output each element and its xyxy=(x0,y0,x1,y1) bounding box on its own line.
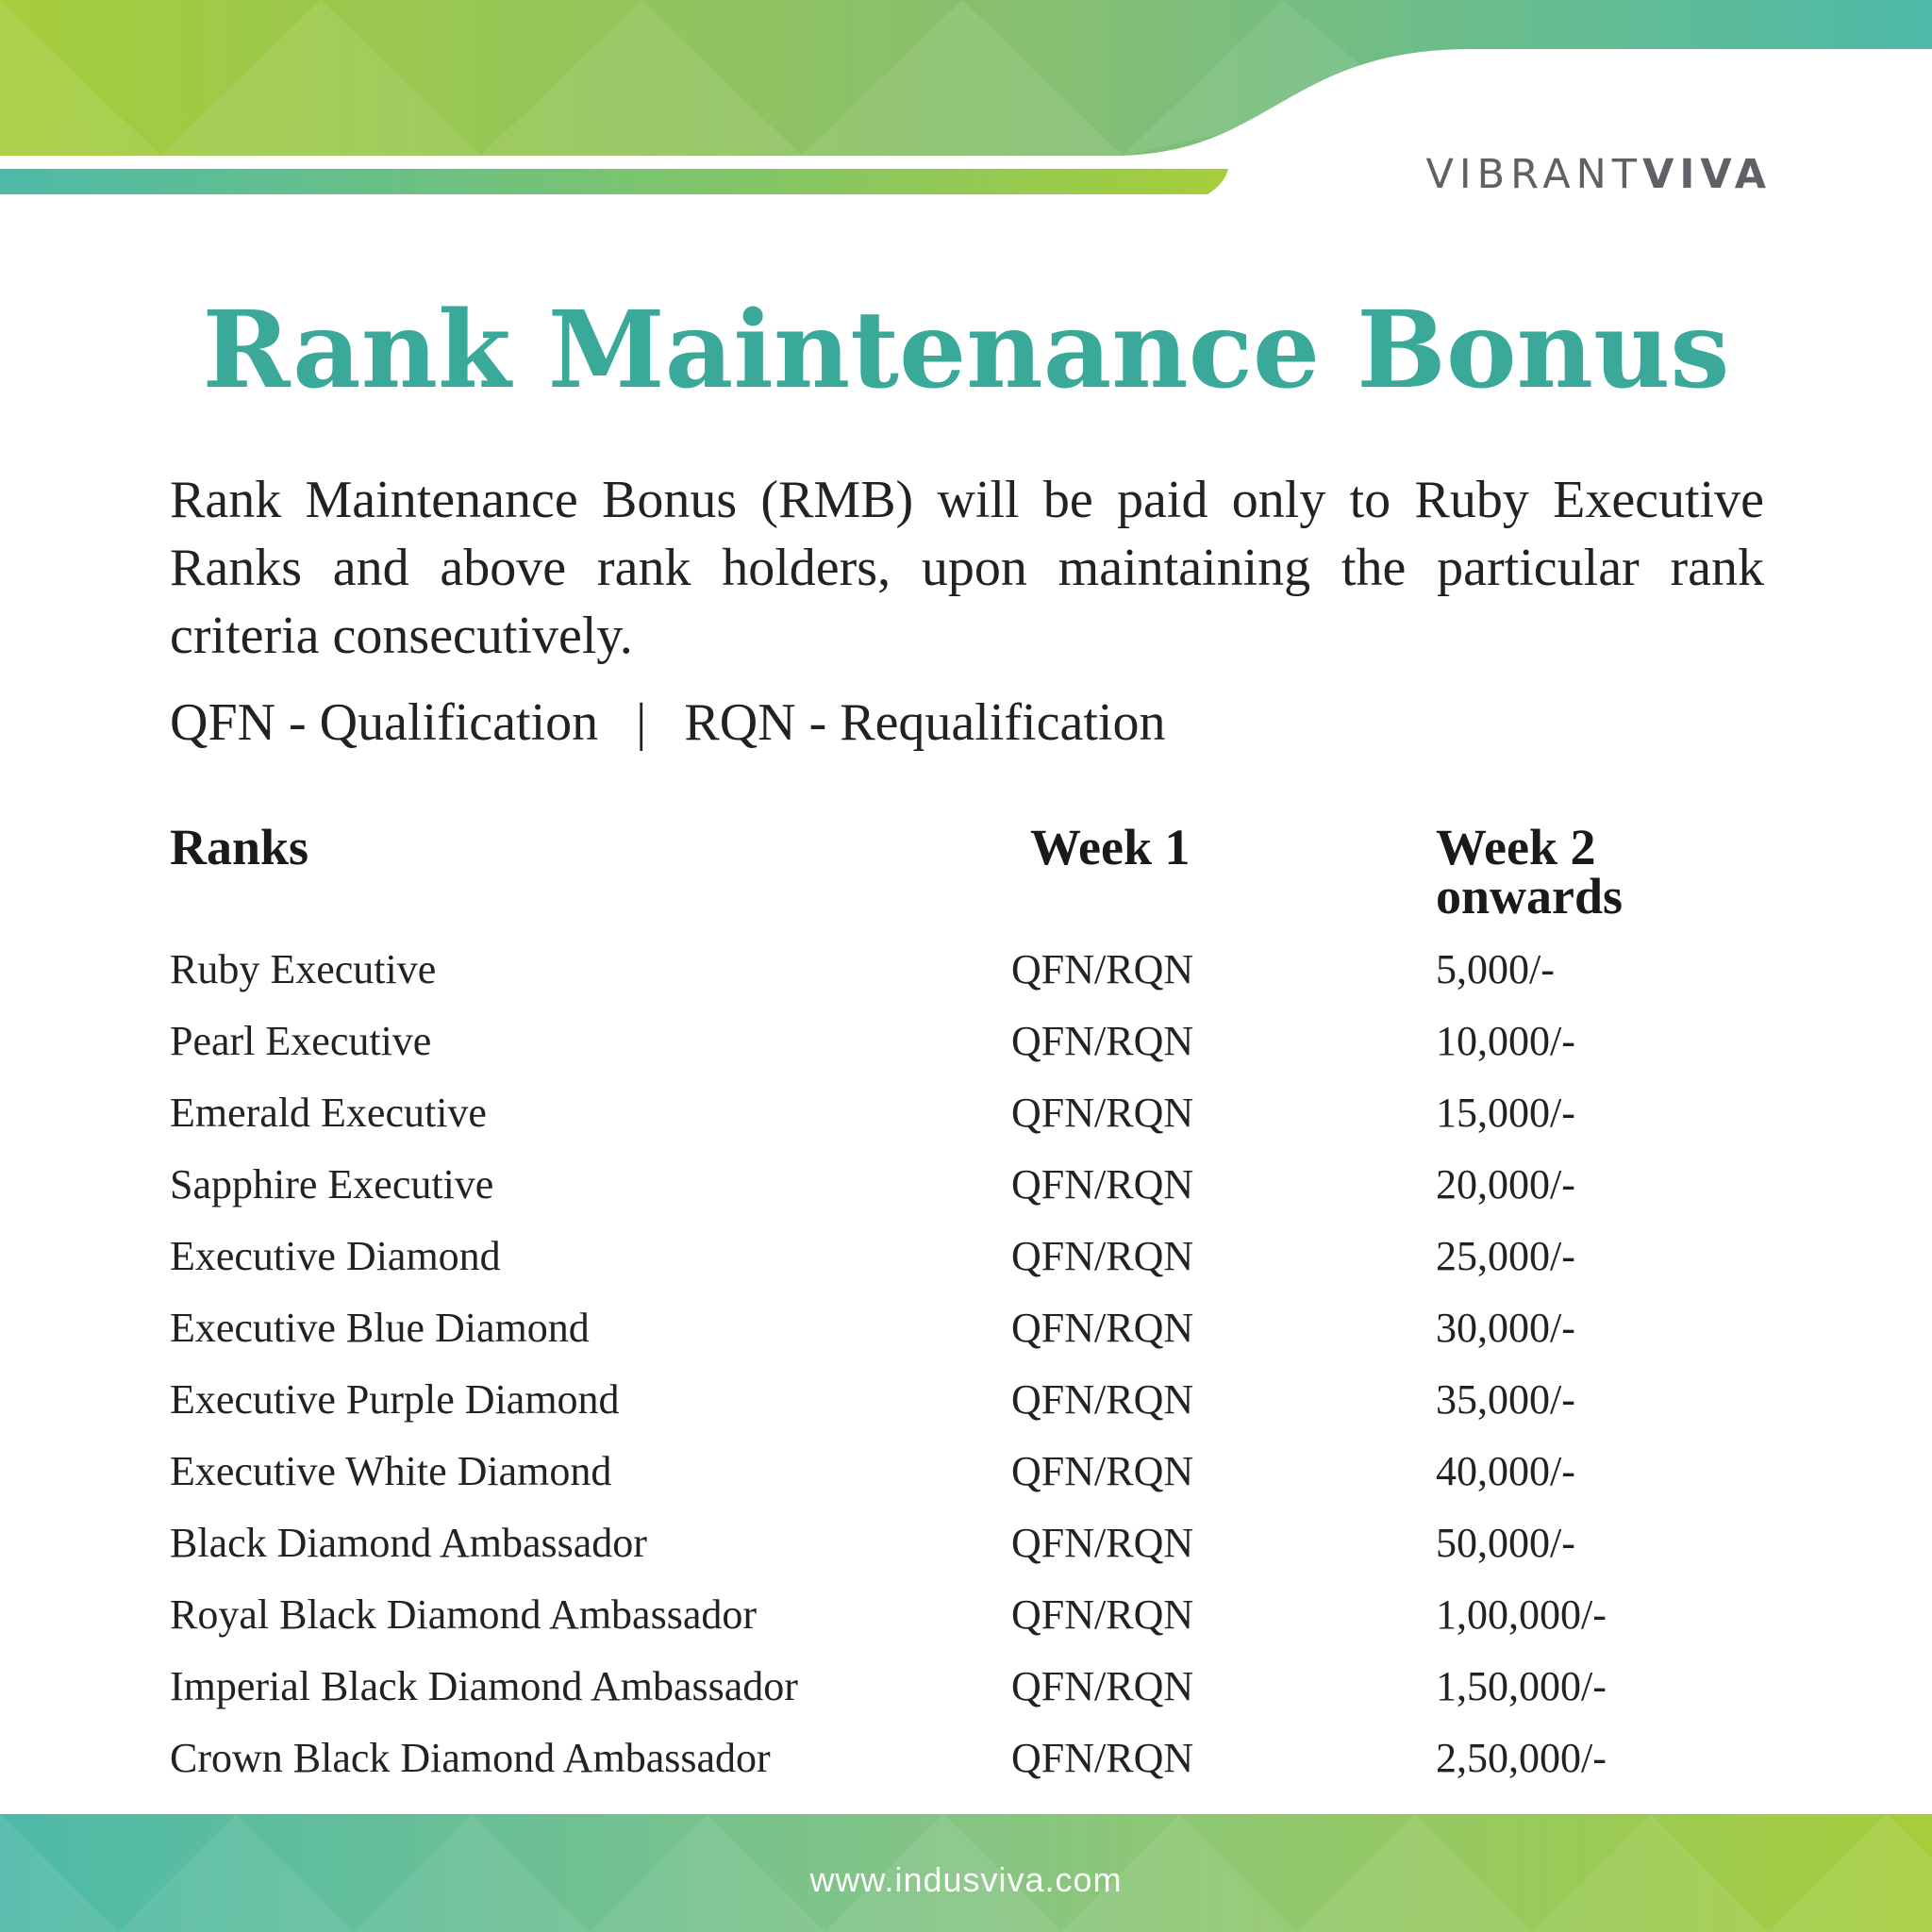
week2-value: 30,000/- xyxy=(1436,1305,1575,1351)
table-row xyxy=(0,1579,1932,1651)
rank-name: Executive Purple Diamond xyxy=(170,1376,620,1423)
rank-name: Black Diamond Ambassador xyxy=(170,1520,647,1566)
legend-rqn: RQN - Requalification xyxy=(684,693,1166,752)
table-row xyxy=(0,1436,1932,1507)
week2-value: 5,000/- xyxy=(1436,946,1555,992)
week2-value: 15,000/- xyxy=(1436,1090,1575,1136)
week1-value: QFN/RQN xyxy=(1011,1090,1194,1136)
rank-name: Sapphire Executive xyxy=(170,1161,494,1208)
week2-value: 2,50,000/- xyxy=(1436,1735,1607,1781)
table-row xyxy=(0,1723,1932,1794)
rank-name: Pearl Executive xyxy=(170,1018,432,1064)
brand-logo-light: VIBRANT xyxy=(1425,151,1643,198)
brand-logo xyxy=(1425,151,1772,198)
week1-value: QFN/RQN xyxy=(1011,1161,1194,1208)
intro-paragraph: Rank Maintenance Bonus (RMB) will be paid only to Ruby Executive Ranks and above rank holders, upon maintaining the particular rank criteria consecutively. xyxy=(170,471,1764,665)
header-week1: Week 1 xyxy=(1030,819,1191,875)
header-week2-line2: onwards xyxy=(1436,868,1624,924)
table-row xyxy=(0,1077,1932,1149)
week1-value: QFN/RQN xyxy=(1011,1233,1194,1279)
week1-value: QFN/RQN xyxy=(1011,1018,1194,1064)
week2-value: 1,50,000/- xyxy=(1436,1663,1607,1709)
legend-separator: | xyxy=(636,693,647,752)
legend-qfn: QFN - Qualification xyxy=(170,693,599,752)
rank-name: Imperial Black Diamond Ambassador xyxy=(170,1663,798,1709)
table-row xyxy=(0,1149,1932,1221)
header-week2 xyxy=(1436,819,1719,924)
week1-value: QFN/RQN xyxy=(1011,1663,1194,1709)
week1-value: QFN/RQN xyxy=(1011,1448,1194,1494)
rank-name: Emerald Executive xyxy=(170,1090,487,1136)
rank-name: Royal Black Diamond Ambassador xyxy=(170,1591,758,1638)
week1-value: QFN/RQN xyxy=(1011,1305,1194,1351)
table-row xyxy=(0,1292,1932,1364)
header-ranks: Ranks xyxy=(170,819,309,875)
week1-value: QFN/RQN xyxy=(1011,1376,1194,1423)
week1-value: QFN/RQN xyxy=(1011,1735,1194,1781)
rank-name: Crown Black Diamond Ambassador xyxy=(170,1735,771,1781)
brand-logo-bold: VIVA xyxy=(1642,151,1772,198)
week2-value: 10,000/- xyxy=(1436,1018,1575,1064)
week1-value: QFN/RQN xyxy=(1011,1520,1194,1566)
week1-value: QFN/RQN xyxy=(1011,1591,1194,1638)
table-row xyxy=(0,934,1932,1006)
week2-value: 40,000/- xyxy=(1436,1448,1575,1494)
week2-value: 50,000/- xyxy=(1436,1520,1575,1566)
rank-name: Executive Blue Diamond xyxy=(170,1305,590,1351)
table-row xyxy=(0,1651,1932,1723)
rank-table xyxy=(0,934,1932,1794)
table-row xyxy=(0,1221,1932,1292)
table-row xyxy=(0,1507,1932,1579)
week2-value: 1,00,000/- xyxy=(1436,1591,1607,1638)
week2-value: 25,000/- xyxy=(1436,1233,1575,1279)
week1-value: QFN/RQN xyxy=(1011,946,1194,992)
website-link[interactable]: www.indusviva.com xyxy=(809,1860,1123,1899)
week2-value: 20,000/- xyxy=(1436,1161,1575,1208)
rank-name: Executive White Diamond xyxy=(170,1448,612,1494)
week2-value: 35,000/- xyxy=(1436,1376,1575,1423)
abbreviation-legend xyxy=(170,689,1165,757)
rank-name: Ruby Executive xyxy=(170,946,437,992)
table-row xyxy=(0,1006,1932,1077)
rank-name: Executive Diamond xyxy=(170,1233,501,1279)
header-week2-line1: Week 2 xyxy=(1436,819,1596,875)
table-row xyxy=(0,1364,1932,1436)
page-title: Rank Maintenance Bonus xyxy=(202,289,1730,412)
